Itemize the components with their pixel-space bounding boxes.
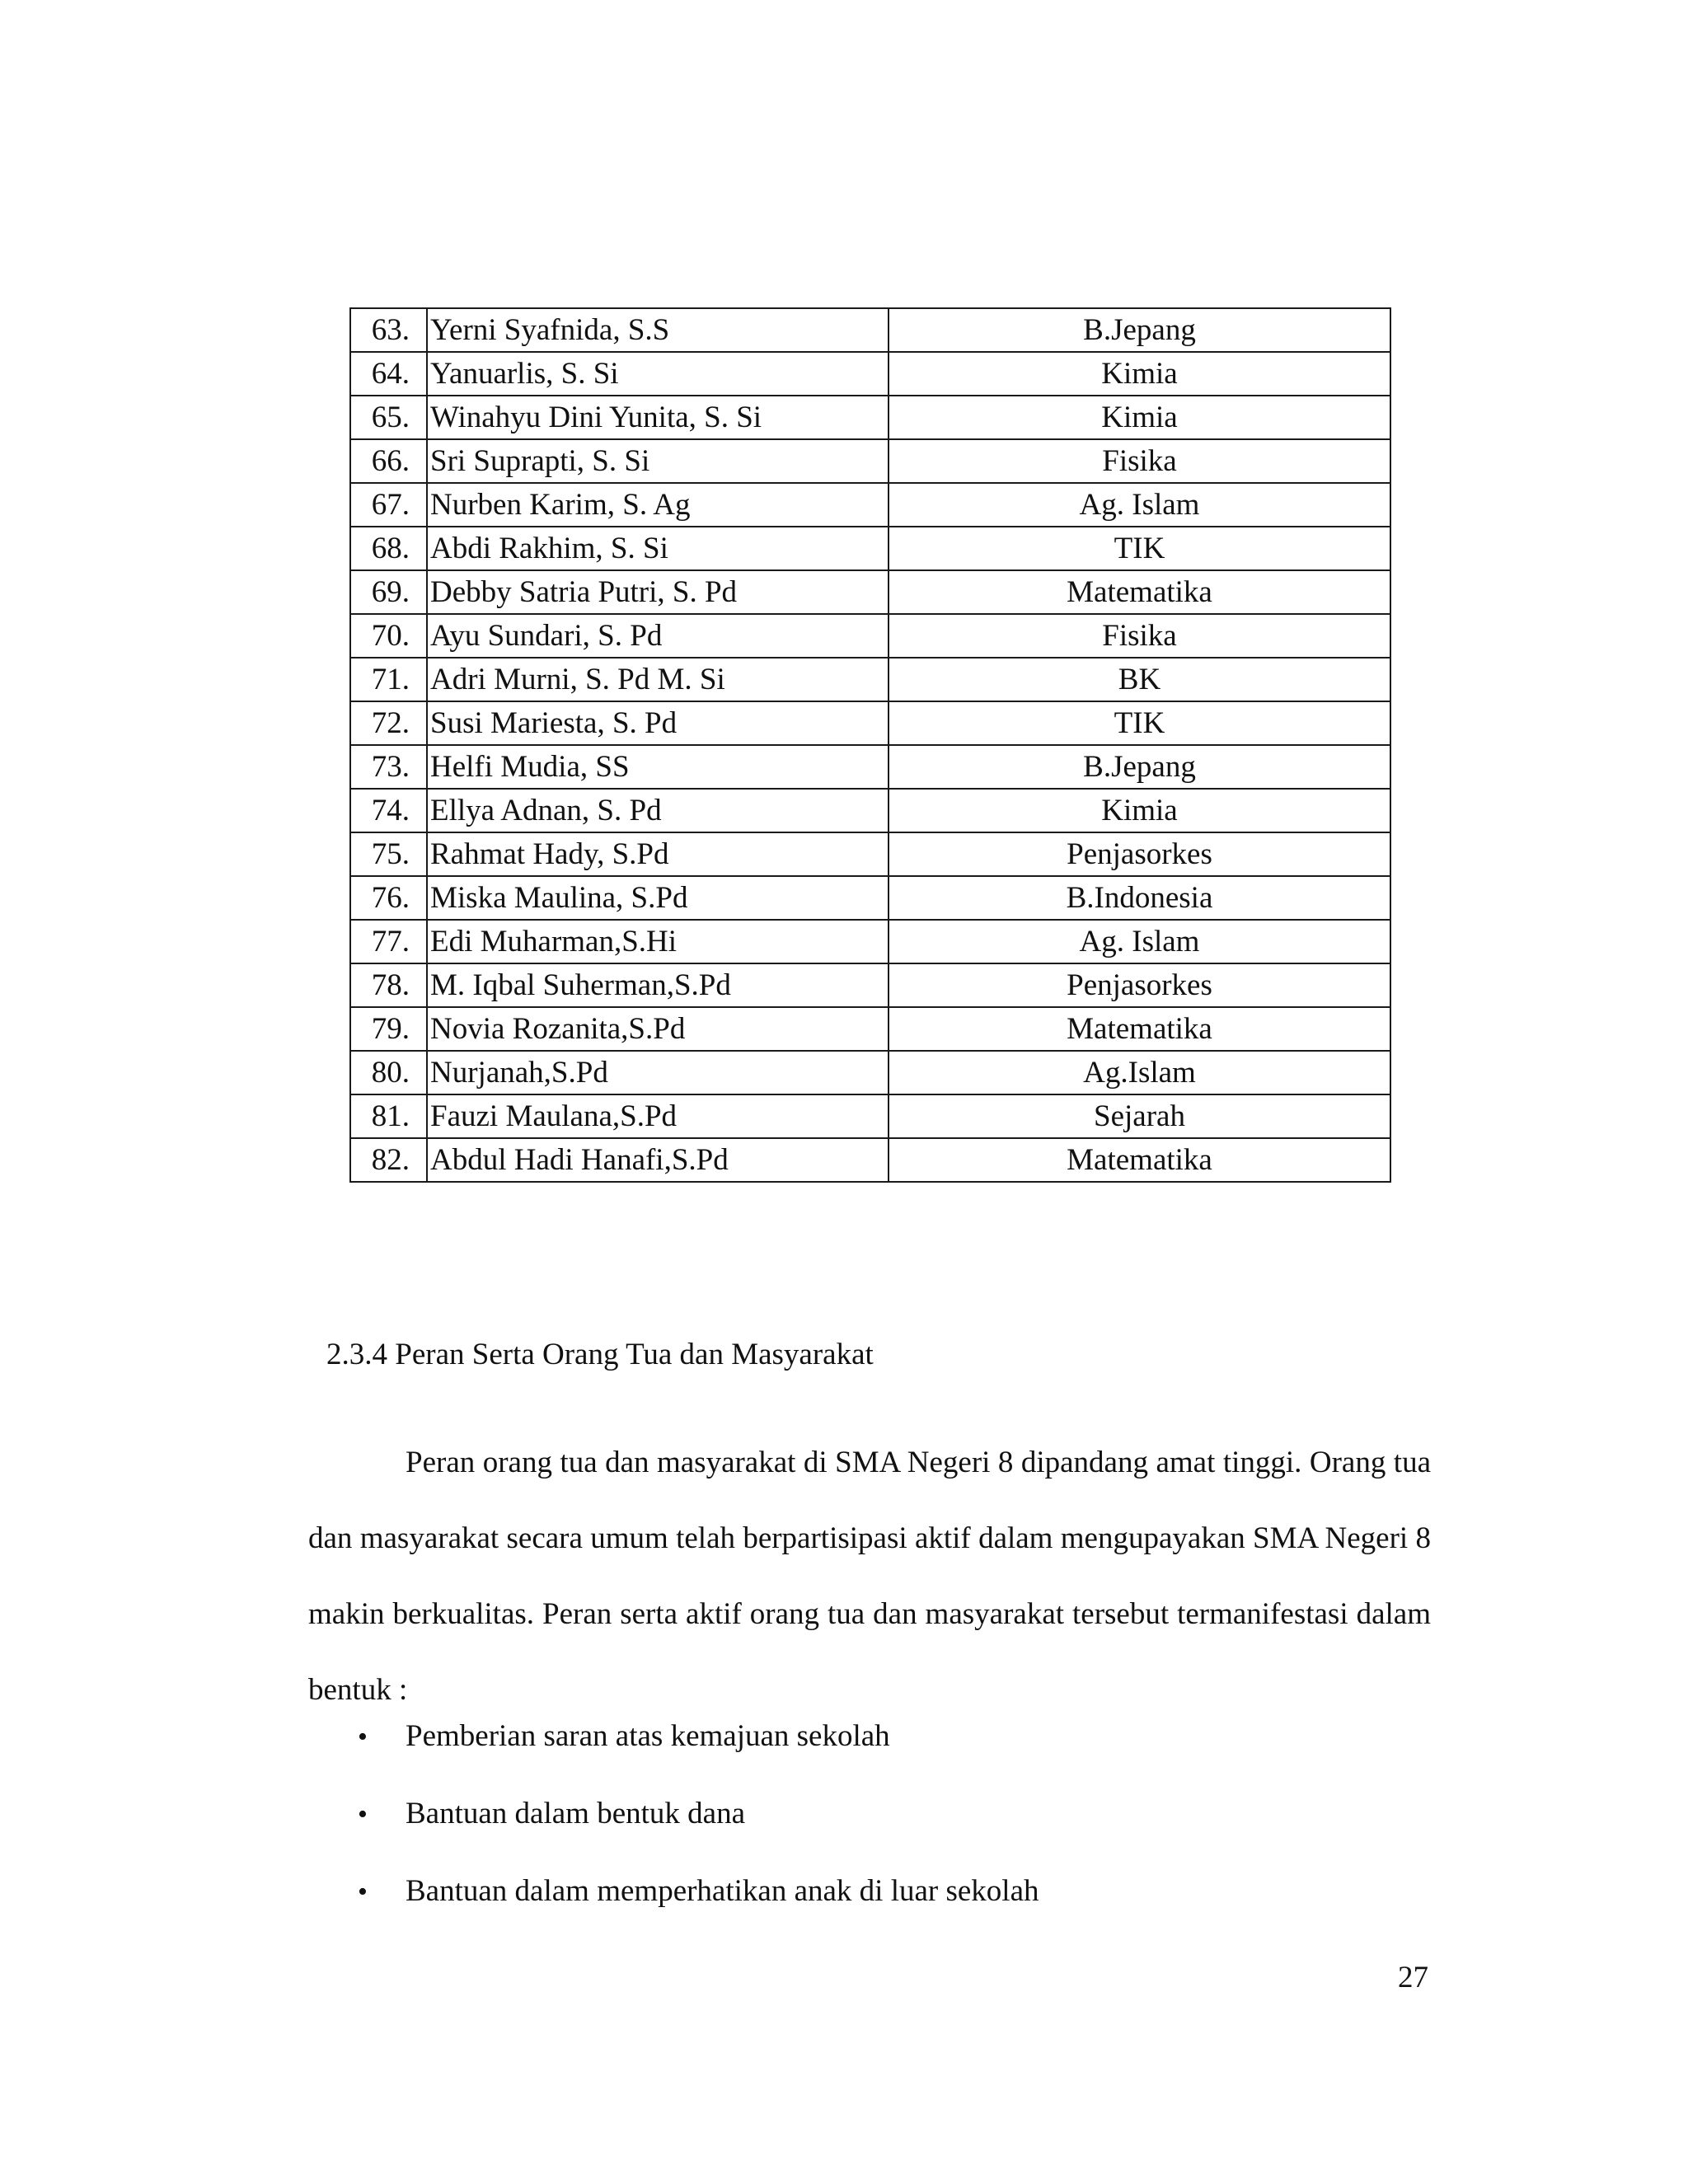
- row-number: 75.: [350, 832, 427, 876]
- table-row: [350, 527, 1390, 570]
- table-row: [350, 483, 1390, 527]
- teacher-name: Helfi Mudia, SS: [427, 745, 889, 789]
- table-row: [350, 1094, 1390, 1138]
- row-number: 71.: [350, 658, 427, 701]
- table-row: [350, 832, 1390, 876]
- teacher-name: Winahyu Dini Yunita, S. Si: [427, 396, 889, 439]
- section-paragraph: Peran orang tua dan masyarakat di SMA Negeri 8 dipandang amat tinggi. Orang tua dan masyarakat secara umum telah berpartisipasi aktif dalam mengupayakan SMA Negeri 8 makin berkualitas. Peran serta aktif orang tua dan masyarakat tersebut termanifestasi dalam bentuk :: [308, 1446, 1431, 1707]
- teacher-name: M. Iqbal Suherman,S.Pd: [427, 963, 889, 1007]
- teacher-subject: Fisika: [889, 614, 1390, 658]
- row-number: 81.: [350, 1094, 427, 1138]
- table-row: [350, 570, 1390, 614]
- list-item: [308, 1853, 1039, 1930]
- teacher-name: Ellya Adnan, S. Pd: [427, 789, 889, 832]
- table-row: [350, 308, 1390, 352]
- list-item-text: Pemberian saran atas kemajuan sekolah: [406, 1719, 890, 1753]
- table-row: [350, 658, 1390, 701]
- table-row: [350, 789, 1390, 832]
- row-number: 64.: [350, 352, 427, 396]
- teacher-subject: Matematika: [889, 570, 1390, 614]
- teacher-subject: Ag. Islam: [889, 483, 1390, 527]
- list-item: [308, 1698, 1039, 1775]
- teacher-subject: Kimia: [889, 789, 1390, 832]
- bullet-icon: •: [358, 1799, 368, 1830]
- teacher-name: Yerni Syafnida, S.S: [427, 308, 889, 352]
- teacher-subject: Kimia: [889, 352, 1390, 396]
- teacher-subject: Sejarah: [889, 1094, 1390, 1138]
- table-row: [350, 920, 1390, 963]
- teacher-subject: Matematika: [889, 1138, 1390, 1182]
- teacher-name: Nurben Karim, S. Ag: [427, 483, 889, 527]
- teacher-name: Rahmat Hady, S.Pd: [427, 832, 889, 876]
- row-number: 68.: [350, 527, 427, 570]
- teacher-name: Susi Mariesta, S. Pd: [427, 701, 889, 745]
- teacher-name: Miska Maulina, S.Pd: [427, 876, 889, 920]
- teacher-table-body: [350, 308, 1390, 1182]
- teacher-name: Nurjanah,S.Pd: [427, 1051, 889, 1094]
- teacher-subject: TIK: [889, 701, 1390, 745]
- table-row: [350, 963, 1390, 1007]
- teacher-subject: B.Jepang: [889, 745, 1390, 789]
- teacher-name: Edi Muharman,S.Hi: [427, 920, 889, 963]
- row-number: 77.: [350, 920, 427, 963]
- teacher-subject: Penjasorkes: [889, 963, 1390, 1007]
- teacher-subject: Ag. Islam: [889, 920, 1390, 963]
- table-row: [350, 1051, 1390, 1094]
- row-number: 82.: [350, 1138, 427, 1182]
- table-row: [350, 352, 1390, 396]
- table-row: [350, 745, 1390, 789]
- teacher-subject: Penjasorkes: [889, 832, 1390, 876]
- table-row: [350, 439, 1390, 483]
- row-number: 78.: [350, 963, 427, 1007]
- row-number: 70.: [350, 614, 427, 658]
- teacher-name: Fauzi Maulana,S.Pd: [427, 1094, 889, 1138]
- row-number: 73.: [350, 745, 427, 789]
- row-number: 67.: [350, 483, 427, 527]
- row-number: 79.: [350, 1007, 427, 1051]
- teacher-name: Abdi Rakhim, S. Si: [427, 527, 889, 570]
- teacher-subject: Matematika: [889, 1007, 1390, 1051]
- table-row: [350, 876, 1390, 920]
- list-item: [308, 1775, 1039, 1853]
- teacher-subject: Kimia: [889, 396, 1390, 439]
- row-number: 65.: [350, 396, 427, 439]
- bullet-list: [308, 1698, 1039, 1930]
- table-row: [350, 614, 1390, 658]
- section-heading: 2.3.4 Peran Serta Orang Tua dan Masyarakat: [326, 1338, 874, 1371]
- teacher-subject: B.Jepang: [889, 308, 1390, 352]
- row-number: 63.: [350, 308, 427, 352]
- page-number: 27: [1398, 1961, 1428, 1994]
- table-row: [350, 396, 1390, 439]
- teacher-subject: B.Indonesia: [889, 876, 1390, 920]
- row-number: 66.: [350, 439, 427, 483]
- teacher-subject: Ag.Islam: [889, 1051, 1390, 1094]
- list-item-text: Bantuan dalam bentuk dana: [406, 1797, 746, 1830]
- teacher-subject: TIK: [889, 527, 1390, 570]
- row-number: 69.: [350, 570, 427, 614]
- row-number: 80.: [350, 1051, 427, 1094]
- teacher-name: Abdul Hadi Hanafi,S.Pd: [427, 1138, 889, 1182]
- row-number: 72.: [350, 701, 427, 745]
- teacher-subject: Fisika: [889, 439, 1390, 483]
- table-row: [350, 1138, 1390, 1182]
- table-row: [350, 1007, 1390, 1051]
- list-item-text: Bantuan dalam memperhatikan anak di luar sekolah: [406, 1874, 1039, 1908]
- teacher-name: Adri Murni, S. Pd M. Si: [427, 658, 889, 701]
- teacher-name: Ayu Sundari, S. Pd: [427, 614, 889, 658]
- bullet-icon: •: [358, 1877, 368, 1907]
- bullet-icon: •: [358, 1722, 368, 1752]
- row-number: 76.: [350, 876, 427, 920]
- table-row: [350, 701, 1390, 745]
- row-number: 74.: [350, 789, 427, 832]
- teacher-subject: BK: [889, 658, 1390, 701]
- teacher-name: Yanuarlis, S. Si: [427, 352, 889, 396]
- teacher-name: Debby Satria Putri, S. Pd: [427, 570, 889, 614]
- teacher-name: Sri Suprapti, S. Si: [427, 439, 889, 483]
- teacher-table: [349, 307, 1391, 1183]
- teacher-name: Novia Rozanita,S.Pd: [427, 1007, 889, 1051]
